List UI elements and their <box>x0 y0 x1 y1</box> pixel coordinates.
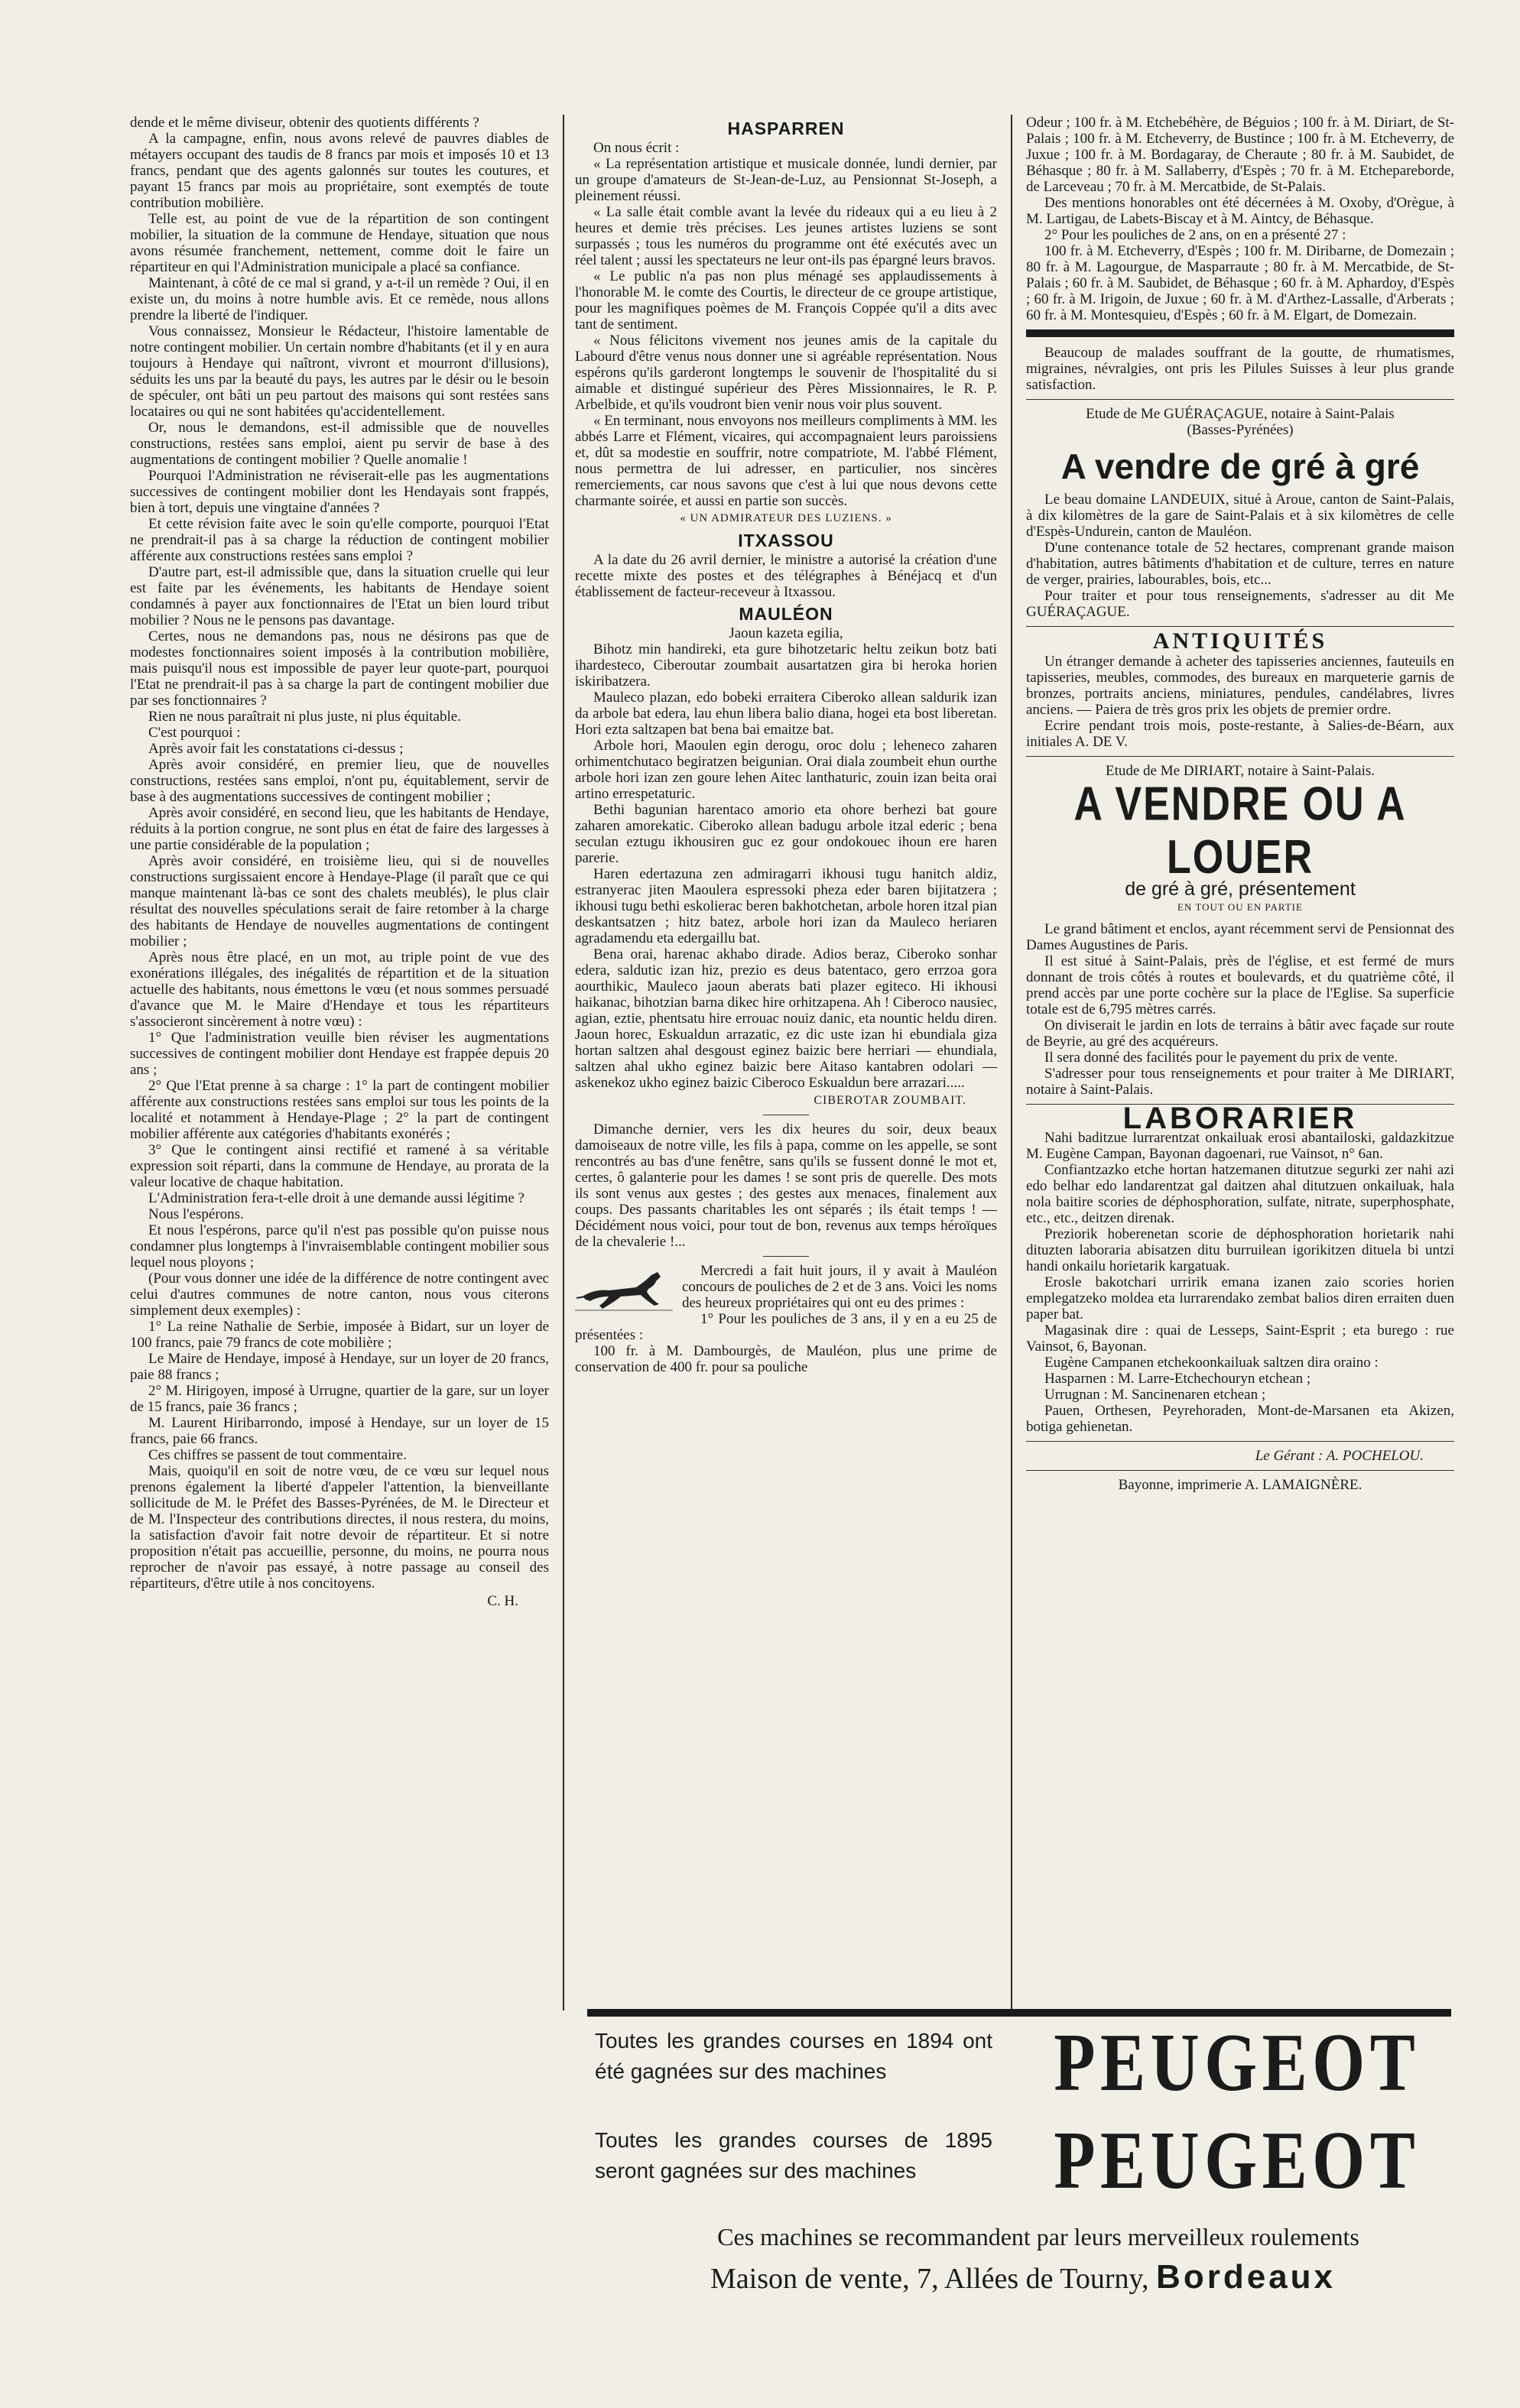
etude-diriart-line1: Etude de Me DIRIART, notaire à Saint-Palais. <box>1105 763 1375 779</box>
paragraph: D'autre part, est-il admissible que, dans la situation cruelle qui leur est faite par les événements, les habitants de Hendaye soient condamnés à payer aux fonctionnaires de l'Etat un bien lourd tribut mobilier ? Nous ne le pensons pas davantage. <box>130 564 549 628</box>
paragraph: Il sera donné des facilités pour le payement du prix de vente. <box>1044 1050 1398 1066</box>
paragraph: « Le public n'a pas non plus ménagé ses applaudissements à l'honorable M. le comte des Courtis, le directeur de ce groupe artistique, pour les magnifiques poèmes de M. François Coppée qu'il a dits avec tant de sentiment. <box>575 268 997 333</box>
column-local-news <box>575 115 997 2010</box>
paragraph: Pour traiter et pour tous renseignements, s'adresser au dit Me GUÉRAÇAGUE. <box>1026 588 1454 620</box>
thin-rule <box>1026 756 1454 757</box>
section-title-itxassou: ITXASSOU <box>738 531 834 550</box>
paragraph: 1° Pour les pouliches de 3 ans, il y en a eu 25 de présentées : <box>575 1311 997 1343</box>
paragraph: 2° Que l'Etat prenne à sa charge : 1° la part de contingent mobilier afférente aux constructions restées sans emploi sur tous les points de la localité et notamment à Hendaye-Plage ; 2° la part de contingent mobilier afférente aux catégories d'habitants exonérés ; <box>130 1078 549 1142</box>
paragraph: Mais, quoiqu'il en soit de notre vœu, de ce vœu sur lequel nous prenons également la liberté d'appeler l'attention, la bienveillante sollicitude de M. le Préfet des Basses-Pyrénées, de M. le Directeur et de M. l'Inspecteur des contributions directes, il nous restera, du moins, la satisfaction d'avoir fait notre devoir de répartiteur. Et si notre proposition n'était pas accueillie, personne, du moins, ne pourra nous reprocher de n'avoir pas essayé, à notre passage au conseil des répartiteurs, d'être utile à nos concitoyens. <box>130 1463 549 1592</box>
paragraph: Magasinak dire : quai de Lesseps, Saint-Esprit ; eta burego : rue Vainsot, 6, Bayonan. <box>1026 1322 1454 1355</box>
paragraph: Telle est, au point de vue de la répartition de son contingent mobilier, la situation de la commune de Hendaye, situation que nous avons résumée franchement, nettement, comme doit le faire un répartiteur en qui l'Administration municipale a placé sa confiance. <box>130 211 549 275</box>
itxassou-paragraphs <box>575 552 997 600</box>
paragraph: Erosle bakotchari urririk emana izanen zaio scories horien emplegatzeko moldea eta lurrarendako zembat balios diren erraiten duen paper bat. <box>1026 1274 1454 1322</box>
thick-rule <box>1026 329 1454 337</box>
paragraph: 100 fr. à M. Etcheverry, d'Espès ; 100 fr. M. Diribarne, de Domezain ; 80 fr. à M. Lagourgue, de Masparraute ; 80 fr. à M. Mercatbide, de St-Palais ; 60 fr. à M. Saubidet, de Béhasque ; 60 fr. à M. Aphardoy, d'Espès ; 60 fr. à M. Irigoin, de Juxue ; 60 fr. à M. d'Arthez-Lassalle, d'Arberats ; 60 fr. à M. Montesquieu, d'Espès ; 60 fr. à M. Elgart, de Domezain. <box>1026 243 1454 323</box>
mauleon-signature: CIBEROTAR ZOUMBAIT. <box>814 1094 966 1107</box>
paragraph: Bihotz min handireki, eta gure bihotzetaric heltu zeikun botz bati ihardesteco, Ciberoutar zoumbait ausartatzen gira bi heroka horien iskiribatzera. <box>575 641 997 690</box>
laborarier-paragraphs <box>1026 1130 1454 1435</box>
paragraph: Haren edertazuna zen admiragarri ikhousi tugu hanitch aldiz, estranyerac jiten Maoulera espressoki pheza eder baren bijitatzera ; ikhousi tugu bethi eskolierac beren bakhotchetan, arbole horen itzal pian deskantsatzen ; hitz batez, arbole hori izan da Mauleco heriaren agradamendu eta edergaillu bat. <box>575 866 997 946</box>
paragraph: Et cette révision faite avec le soin qu'elle comporte, pourquoi l'Etat ne prendrait-il pas à sa charge la réduction de contingent mobilier afférente aux constructions restées sans emploi ? <box>130 516 549 564</box>
paragraph: Maintenant, à côté de ce mal si grand, y a-t-il un remède ? Oui, il en existe un, du moins à notre humble avis. Et ce remède, nous allons prendre la liberté de l'indiquer. <box>130 275 549 323</box>
paragraph: M. Laurent Hiribarrondo, imposé à Hendaye, sur un loyer de 15 francs, paie 66 francs. <box>130 1415 549 1447</box>
paragraph: Pourquoi l'Administration ne réviserait-elle pas les augmentations successives de contingent mobilier dont les Hendayais sont frappés, bien à tort, depuis une vingtaine d'années ? <box>130 468 549 516</box>
paragraph: A la campagne, enfin, nous avons relevé de pauvres diables de métayers occupant des taudis de 8 francs par mois et imposés 10 et 13 francs, pendant que des agents galonnés sur toutes les coutures, et payant 15 francs par mois au propriétaire, sont exemptés de toute contribution mobilière. <box>130 131 549 211</box>
paragraph: Le grand bâtiment et enclos, ayant récemment servi de Pensionnat des Dames Augustines de Paris. <box>1026 921 1454 953</box>
thin-rule <box>1026 1470 1454 1471</box>
column-rule-left <box>563 115 564 2010</box>
paragraph: Rien ne nous paraîtrait ni plus juste, ni plus équitable. <box>148 709 461 725</box>
paragraph: Après avoir considéré, en troisième lieu, qui si de nouvelles constructions surgissaient encore à Hendaye-Plage (il paraît que ce qui manque maintenant là-bas ce sont des chalets meublés), le plus clair résultat des nouvelles spéculations serait de faire retomber à la charge des habitants de Hendaye de nouvelles augmentations de contingent mobilier ; <box>130 853 549 949</box>
hasparren-paragraphs <box>575 156 997 509</box>
column-rule-right <box>1011 115 1012 2010</box>
paragraph: Nahi baditzue lurrarentzat onkailuak erosi abantailoski, galdazkitzue M. Eugène Campan, Bayonan dagoenari, rue Vainsot, n° 6an. <box>1026 1130 1454 1162</box>
ad-top-rule <box>587 2009 1451 2017</box>
ad-title-antiquites: ANTIQUITÉS <box>1152 628 1328 654</box>
paragraph: On diviserait le jardin en lots de terrains à bâtir avec façade sur route de Beyrie, au gré des acquéreurs. <box>1026 1017 1454 1050</box>
thin-rule <box>1026 399 1454 400</box>
ad-brand-1: PEUGEOT <box>1054 2017 1421 2108</box>
ad-city: Bordeaux <box>1156 2258 1336 2296</box>
paragraph: Vous connaissez, Monsieur le Rédacteur, l'histoire lamentable de notre contingent mobilier. Un certain nombre d'habitants (et il y en aura toujours à Hendaye qui naîtront, vivront et mourront d'illusions), séduits les uns par la beauté du pays, les autres par le désir ou le besoin de spéculer, ont bâti un peu partout des maisons qui sont restées sans locataires ou qui ne sont habitées qu'accidentellement. <box>130 323 549 420</box>
paragraph: Des mentions honorables ont été décernées à M. Oxoby, d'Orègue, à M. Lartigau, de Labets-Biscay et à M. Aintcy, de Béhasque. <box>1026 195 1454 227</box>
separator <box>763 1256 809 1257</box>
ad-address: Maison de vente, 7, Allées de Tourny, <box>710 2263 1149 2295</box>
paragraph: Certes, nous ne demandons pas, nous ne désirons pas que de modestes fonctionnaires soient imposés à la contribution mobilière, mais puisqu'il nous est impossible de payer leur quote-part, pourquoi l'Etat ne prendrait-il pas à sa charge la part de contingent mobilier due par ses fonctionnaires ? <box>130 628 549 709</box>
paragraph: Nous l'espérons. <box>148 1206 244 1222</box>
paragraph: « En terminant, nous envoyons nos meilleurs compliments à MM. les abbés Larre et Flément, vicaires, qui accompagnaient leurs paroissiens et, dût sa modestie en souffrir, notre compatriote, M. l'abbé Flément, nous permettra de lui adresser, en particulier, nos sincères remerciements, car nous savons que c'est à lui que nous devons cette charmante soirée, et aussi en partie son succès. <box>575 413 997 509</box>
paragraph: Eugène Campanen etchekoonkailuak saltzen dira oraino : <box>1044 1355 1379 1371</box>
paragraph: Le beau domaine LANDEUIX, situé à Aroue, canton de Saint-Palais, à dix kilomètres de la gare de Saint-Palais et à six kilomètres de celle d'Espès-Undurein, canton de Mauléon. <box>1026 492 1454 540</box>
antiquites-paragraphs <box>1026 654 1454 750</box>
paragraph: Odeur ; 100 fr. à M. Etchebéhère, de Béguios ; 100 fr. à M. Diriart, de St-Palais ; 100 fr. à M. Etcheverry, de Bustince ; 100 fr. à M. Etcheverry, de Juxue ; 100 fr. à M. Bordagaray, de Cheraute ; 80 fr. à M. Saubidet, de Béhasque ; 80 fr. à M. Sallaberry, d'Espès ; 70 fr. à M. Etchepareborde, de Larceveau ; 70 fr. à M. Mercatbide, de St-Palais. <box>1026 115 1454 195</box>
peugeot-advertisement <box>587 2017 1451 2296</box>
etude-guéraçague-line1: Etude de Me GUÉRAÇAGUE, notaire à Saint-Palais <box>1086 406 1395 422</box>
paragraph: Or, nous le demandons, est-il admissible que de nouvelles constructions, restées sans emploi, aient pu servir de base à des augmentations de contingent mobilier ? Quelle anomalie ! <box>130 420 549 468</box>
paragraph: dende et le même diviseur, obtenir des quotients différents ? <box>130 115 479 131</box>
ad-text-1894: Toutes les grandes courses en 1894 ont été gagnées sur des machines <box>595 2029 992 2083</box>
paragraph: L'Administration fera-t-elle droit à une demande aussi légitime ? <box>148 1190 525 1206</box>
thin-rule <box>1026 1441 1454 1442</box>
hasparren-signature: « UN ADMIRATEUR DES LUZIENS. » <box>680 512 892 524</box>
paragraph: « La représentation artistique et musicale donnée, lundi dernier, par un groupe d'amateurs de St-Jean-de-Luz, au Pensionnat St-Joseph, a pleinement réussi. <box>575 156 997 204</box>
paragraph: Hasparnen : M. Larre-Etchechouryn etchean ; <box>1044 1371 1311 1387</box>
gerant-line: Le Gérant : A. POCHELOU. <box>1255 1448 1424 1464</box>
paragraph: Après nous être placé, en un mot, au triple point de vue des exonérations illégales, des inégalités de répartition et de la situation actuelle des habitants, nous émettons le vœu (et nous sommes persuadé d'avance que M. le Maire d'Hendaye et tous les répartiteurs s'associeront sincèrement à notre vœu) : <box>130 949 549 1030</box>
pilules-ad: Beaucoup de malades souffrant de la goutte, de rhumatismes, migraines, névralgies, ont pris les Pilules Suisses à leur plus grande satisfaction. <box>1026 345 1454 393</box>
paragraph: A la date du 26 avril dernier, le ministre a autorisé la création d'une recette mixte des postes et des télégraphes à Bénéjacq et d'un établissement de facteur-receveur à Itxassou. <box>575 552 997 600</box>
ad-small-caption: EN TOUT OU EN PARTIE <box>1177 901 1303 913</box>
hasparren-intro: On nous écrit : <box>593 140 680 156</box>
paragraph: Preziorik hoberenetan scorie de déphosphoration horietarik nahi dituzten laboraria abisatzen ditu burruilean igorikitzen dituela bi untzi handi onkailu horietarik kargatuak. <box>1026 1226 1454 1274</box>
mauleon-intro: Jaoun kazeta egilia, <box>729 625 843 641</box>
paragraph: S'adresser pour tous renseignements et pour traiter à Me DIRIART, notaire à Saint-Palais. <box>1026 1066 1454 1098</box>
paragraph: (Pour vous donner une idée de la différence de notre contingent avec celui d'autres communes de notre canton, nous vous citerons simplement deux exemples) : <box>130 1271 549 1319</box>
paragraph: Ecrire pendant trois mois, poste-restante, à Salies-de-Béarn, aux initiales A. DE V. <box>1026 718 1454 750</box>
paragraph: Mauleco plazan, edo bobeki erraitera Ciberoko allean saldurik izan da arbole bat edera, lau ehun libera balio diana, hogei eta bost liberetan. Hori ezta saltzapen bat bena bai emaitze bat. <box>575 690 997 738</box>
ad-subtitle: de gré à gré, présentement <box>1125 878 1356 900</box>
article-paragraphs <box>130 115 549 1592</box>
paragraph: Le Maire de Hendaye, imposé à Hendaye, sur un loyer de 20 francs, paie 88 francs ; <box>130 1351 549 1383</box>
paragraph: Dimanche dernier, vers les dix heures du soir, deux beaux damoiseaux de notre ville, les fils à papa, comme on les appelle, se sont rencontrés au bas d'une fenêtre, sans qu'ils se fussent donné le mot et, certes, ô galanterie pour les dames ! se sont pris de querelle. Des mots ils sont venus aux gestes ; des gestes aux menaces, finalement aux coups. Des passants charitables les ont séparés ; ils était temps ! — Décidément nous voici, pour tout de bon, revenus aux temps héroïques de la chevalerie !... <box>575 1121 997 1250</box>
paragraph: Après avoir considéré, en premier lieu, que de nouvelles constructions, restées sans emploi, n'ont pu, équitablement, servir de base à des augmentations successives de contingent mobilier ; <box>130 757 549 805</box>
paragraph: « La salle était comble avant la levée du rideaux qui a eu lieu à 2 heures et demie très précises. Les jeunes artistes luziens se sont surpassés ; tous les numéros du programme ont été exécutés avec un réel talent ; aussi les spectateurs ne leur ont-ils pas épargné leurs bravos. <box>575 204 997 268</box>
paragraph: Bena orai, harenac akhabo dirade. Adios beraz, Ciberoko sonhar edera, saldutic izan hiz, prezio es deus batentaco, gero errzoa gora aourthikic, Mauleco jaoun aberats bati plazer egiteco. Hi ikhousi haikanac, bihotzian barna dikec hire orhitzapena. Ah ! Ciberoco nausiec, agian, eztie, phentsatu hire errouac nouiz danic, eta nountic heldu diren. Jaoun horec, Eskualdun arrazatic, ez dic uste izan hi ebundiala giza hortan saltzen ahal desgoust eginez baizic bere herriari — ehundiala, saltzen ahal ukho eginez baizic bere Aitaso kantabren odolari — askenekoz ukho eginez baizic Ciberoco Eskualdun bere arrazari..... <box>575 946 997 1091</box>
paragraph: 2° M. Hirigoyen, imposé à Urrugne, quartier de la gare, sur un loyer de 15 francs, paie 36 francs ; <box>130 1383 549 1415</box>
paragraph: 3° Que le contingent ainsi rectifié et ramené à sa véritable expression soit réparti, dans la commune de Hendaye, au prorata de la valeur locative de chaque habitation. <box>130 1142 549 1190</box>
imprimerie-line: Bayonne, imprimerie A. LAMAIGNÈRE. <box>1118 1477 1362 1493</box>
paragraph: 2° Pour les pouliches de 2 ans, on en a présenté 27 : <box>1044 227 1346 243</box>
section-title-mauleon: MAULÉON <box>739 604 833 624</box>
etude-diriart-paragraphs <box>1026 921 1454 1098</box>
paragraph: Ces chiffres se passent de tout commentaire. <box>148 1447 407 1463</box>
ad-brand-2: PEUGEOT <box>1054 2115 1421 2206</box>
paragraph: Un étranger demande à acheter des tapisseries anciennes, fauteuils en tapisseries, meubles, commodes, des bureaux en marqueterie garnis de bronzes, portraits anciens, miniatures, pendules, candélabres, livres anciens. — Paiera de très gros prix les objets de premier ordre. <box>1026 654 1454 718</box>
paragraph: Après avoir considéré, en second lieu, que les habitants de Hendaye, réduits à la portion congrue, ne sont plus en état de faire des largesses à une partie considérable de la population ; <box>130 805 549 853</box>
etude-guéraçague-paragraphs <box>1026 492 1454 620</box>
paragraph: Il est situé à Saint-Palais, près de l'église, et est fermé de murs donnant de trois côtés à routes et boulevards, et du quatrième côté, il prend accès par une porte cochère sur la place de l'Eglise. Sa superficie totale est de 6,795 mètres carrés. <box>1026 953 1454 1017</box>
ad-roulements-line: Ces machines se recommandent par leurs merveilleux roulements <box>717 2223 1359 2251</box>
ad-title-laborarier: LABORARIER <box>1122 1102 1358 1135</box>
paragraph: Et nous l'espérons, parce qu'il n'est pas possible qu'on puisse nous condamner plus longtemps à l'invraisemblable contingent mobilier sous lequel nous ployons ; <box>130 1222 549 1271</box>
article-signature: C. H. <box>487 1593 518 1609</box>
column-results-and-ads <box>1026 115 1454 2010</box>
paragraph: Après avoir fait les constatations ci-dessus ; <box>148 741 404 757</box>
paragraph: 1° La reine Nathalie de Serbie, imposée à Bidart, sur un loyer de 100 francs, paie 79 francs de cote mobilière ; <box>130 1319 549 1351</box>
section-title-hasparren: HASPARREN <box>727 118 845 138</box>
paragraph: « Nous félicitons vivement nos jeunes amis de la capitale du Labourd d'être venus nous donner une si agréable représentation. Nous espérons qu'ils garderont longtemps le souvenir de l'hospitalité du si aimable et distingué supérieur des Pères Missionnaires, le R. P. Arbelbide, et qu'ils voudront bien venir nous voir plus souvent. <box>575 333 997 413</box>
etude-guéraçague-line2: (Basses-Pyrénées) <box>1187 422 1294 438</box>
ad-title-vendre-louer: A VENDRE OU A LOUER <box>1073 777 1407 884</box>
paragraph: C'est pourquoi : <box>148 725 241 741</box>
paragraph: Mercredi a fait huit jours, il y avait à Mauléon concours de pouliches de 2 et de 3 ans. Voici les noms des heureux propriétaires qui ont eu des primes : <box>682 1263 997 1311</box>
paragraph: 100 fr. à M. Dambourgès, de Mauléon, plus une prime de conservation de 400 fr. pour sa pouliche <box>575 1343 997 1375</box>
paragraph: 1° Que l'administration veuille bien réviser les augmentations successives de contingent mobilier dont Hendaye est frappée depuis 20 ans ; <box>130 1030 549 1078</box>
ad-text-1895: Toutes les grandes courses de 1895 seront gagnées sur des machines <box>595 2128 992 2182</box>
paragraph: Confiantzazko etche hortan hatzemanen ditutzue segurki zer nahi azi edo belhar edo landarentzat gal daitzen ahal ditutzuen onkailuak, hala nola baitire scories de déphosphoration, sulfate, nitrate, superphosphate, etc., etc., deitzen direnak. <box>1026 1162 1454 1226</box>
ad-title-vendre-gre: A vendre de gré à gré <box>1060 446 1420 486</box>
column-hendaye-article <box>130 115 549 2339</box>
paragraph: D'une contenance totale de 52 hectares, comprenant grande maison d'habitation, autres bâtiments d'habitation et de culture, terres en nature de verger, prairies, labourables, bois, etc... <box>1026 540 1454 588</box>
paragraph: Arbole hori, Maoulen egin derogu, oroc dolu ; leheneco zaharen orhimentchutaco begiratzen beigunian. Orai diala zoumbeit ehun ourthe arbole hori izan zen goure lehen Aitec lanthaturic, zouin izan beita orai artino errespetaturic. <box>575 738 997 802</box>
mauleon-paragraphs-2 <box>575 1121 997 1250</box>
paragraph: Pauen, Orthesen, Peyrehoraden, Mont-de-Marsanen eta Akizen, botiga gehienetan. <box>1026 1403 1454 1435</box>
paragraph: Bethi bagunian harentaco amorio eta ohore berhezi bat goure zaharen amorekatic. Ciberoko allean badugu arbole itzal ederic ; bena seculan eztugu ikhousiren guc ez gour ondokouec ihoun ere haren parerie. <box>575 802 997 866</box>
pouliches-results <box>1026 115 1454 323</box>
paragraph: Urrugnan : M. Sancinenaren etchean ; <box>1044 1387 1266 1403</box>
ad-address-line <box>602 2258 1444 2296</box>
mauleon-paragraphs <box>575 641 997 1091</box>
galloping-horse-icon <box>575 1266 674 1313</box>
thin-rule <box>1026 626 1454 627</box>
